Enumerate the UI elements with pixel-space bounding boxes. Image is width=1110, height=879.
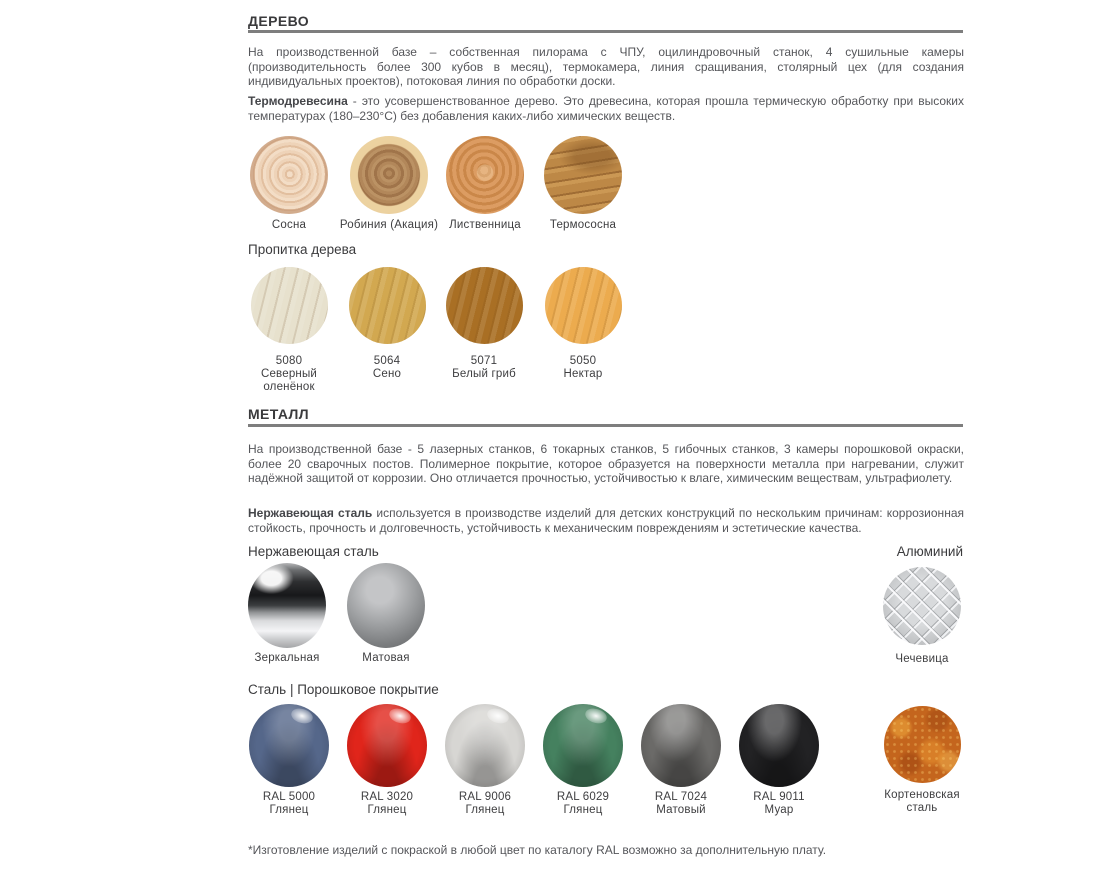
ral3020-code: RAL 3020 [360,791,414,803]
ral9006-finish: Глянец [465,804,505,816]
thermowood-lead: Термодревесина [248,94,348,108]
powder-swatch-ral9011 [714,704,844,817]
ral-footnote: *Изготовление изделий с покраской в любой цвет по каталогу RAL возможно за дополнительную плату. [248,843,827,857]
impregnation-5050-sample [545,267,622,344]
robinia-sample-image [350,136,428,214]
wood-swatch-thermopine [518,136,648,232]
larch-label: Лиственница [449,219,521,231]
larch-sample-image [446,136,524,214]
impregnation-title: Пропитка дерева [248,242,357,257]
stainless-text: используется в производстве изделий для детских конструкций по нескольким причинам: коррозионная стойкость, прочность и долговечность, устойчивость к механическим повреждениям и эстетические качества. [248,506,964,535]
corten-sample [884,706,961,783]
ral6029-code: RAL 6029 [556,791,610,803]
impregnation-5064-name: Сено [372,368,402,380]
ral7024-finish: Матовый [656,804,706,816]
impregnation-5071-code: 5071 [470,355,498,367]
ral5000-code: RAL 5000 [262,791,316,803]
thermopine-label: Термососна [549,219,617,231]
thermowood-text: - это усовершенствованное дерево. Это древесина, которая прошла термическую обработку при высоких температурах (180–230°C) без добавления каких-либо химических веществ. [248,94,964,123]
wood-section-divider [248,30,963,33]
metal-intro-paragraph [248,442,964,486]
aluminum-lentil-sample [883,567,961,645]
impregnation-5064-sample [349,267,426,344]
metal-section-divider [248,424,963,427]
impregnation-5071-sample [446,267,523,344]
ral6029-finish: Глянец [563,804,603,816]
corten-name-line2: сталь [906,802,938,814]
aluminum-title: Алюминий [896,544,963,559]
wood-intro-paragraph [248,45,964,89]
wood-section-title: ДЕРЕВО [248,13,310,29]
matte-steel-sample [347,563,425,648]
impregnation-5064-code: 5064 [373,355,401,367]
robinia-label: Робиния (Акация) [339,219,439,231]
ral9011-code: RAL 9011 [753,791,805,803]
stainless-paragraph [248,506,964,535]
corten-name-line1: Кортеновская [884,789,960,801]
ral3020-sample [347,704,427,787]
ral5000-finish: Глянец [269,804,309,816]
stainless-swatch-matte [321,563,451,665]
mirror-steel-label: Зеркальная [254,652,320,664]
impregnation-5071-name: Белый гриб [452,368,516,380]
stainless-lead: Нержавеющая сталь [248,506,373,520]
pine-label: Сосна [271,219,307,231]
ral9006-sample [445,704,525,787]
impregnation-5080-sample [251,267,328,344]
aluminum-lentil-label: Чечевица [895,653,949,665]
wood-intro-text: На производственной базе – собственная пилорама с ЧПУ, оцилиндровочный станок, 4 сушильные камеры (производительность более 300 кубов в месяц), термокамера, линия сращивания, столярный цех (для создания индивидуальных проектов), потоковая линия по обработки доски. [248,45,964,89]
metal-section-title: МЕТАЛЛ [248,406,309,422]
ral6029-sample [543,704,623,787]
matte-steel-label: Матовая [362,652,410,664]
ral9011-sample [739,704,819,787]
powder-swatch-corten [857,706,987,815]
impregnation-swatch-5050 [518,267,648,381]
ral9006-code: RAL 9006 [458,791,512,803]
impregnation-5050-name: Нектар [563,368,603,380]
ral7024-sample [641,704,721,787]
mirror-steel-sample [248,563,326,648]
thermowood-paragraph [248,94,964,123]
thermopine-sample-image [544,136,622,214]
aluminum-swatch-lentil [857,567,987,666]
ral5000-sample [249,704,329,787]
ral3020-finish: Глянец [367,804,407,816]
ral9011-finish: Муар [764,804,794,816]
ral7024-code: RAL 7024 [654,791,708,803]
impregnation-5080-name: Северный оленёнок [260,368,318,393]
metal-intro-text: На производственной базе - 5 лазерных станков, 6 токарных станков, 5 гибочных станков, 3 камеры порошковой окраски, более 20 сварочных постов. Полимерное покрытие, которое образуется на поверхности металла при нагревании, служит надёжной защитой от коррозии. Оно отличается прочностью, устойчивостью к влаге, химическим веществам, ультрафиолету. [248,442,964,486]
impregnation-5080-code: 5080 [275,355,303,367]
pine-sample-image [250,136,328,214]
stainless-title: Нержавеющая сталь [248,544,379,559]
powder-title: Сталь | Порошковое покрытие [248,682,439,697]
impregnation-5050-code: 5050 [569,355,597,367]
